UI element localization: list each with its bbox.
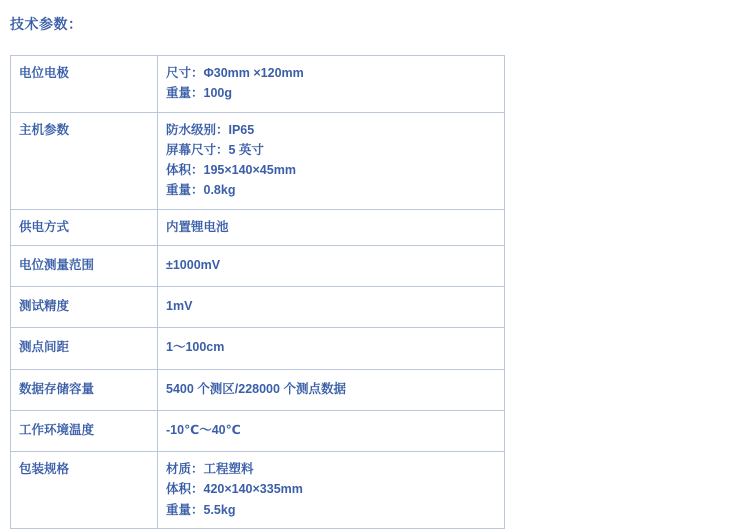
table-row bbox=[11, 209, 505, 245]
table-row bbox=[11, 452, 505, 529]
row-label: 包装规格 bbox=[11, 452, 158, 529]
row-value bbox=[158, 452, 505, 529]
value-line: 重量：100g bbox=[166, 86, 232, 101]
table-row bbox=[11, 328, 505, 369]
row-value bbox=[158, 112, 505, 209]
value-line: 5400 个测区/228000 个测点数据 bbox=[166, 381, 346, 396]
value-line: 防水级别：IP65 bbox=[166, 122, 255, 137]
row-value bbox=[158, 328, 505, 369]
table-row bbox=[11, 369, 505, 410]
row-label: 主机参数 bbox=[11, 112, 158, 209]
value-line: 1mV bbox=[166, 299, 193, 313]
row-label: 工作环境温度 bbox=[11, 410, 158, 451]
value-line: ±1000mV bbox=[166, 257, 221, 272]
row-label: 数据存储容量 bbox=[11, 369, 158, 410]
value-line: 重量：5.5kg bbox=[166, 502, 236, 517]
row-label: 测试精度 bbox=[11, 287, 158, 328]
row-value bbox=[158, 410, 505, 451]
value-line: 体积：195×140×45mm bbox=[166, 163, 296, 177]
value-line: 材质：工程塑料 bbox=[166, 462, 254, 476]
row-label: 电位测量范围 bbox=[11, 245, 158, 286]
row-value bbox=[158, 369, 505, 410]
table-row bbox=[11, 245, 505, 286]
page-title: 技术参数： bbox=[10, 16, 83, 32]
row-label: 测点间距 bbox=[11, 328, 158, 369]
row-value bbox=[158, 287, 505, 328]
specifications-table bbox=[10, 55, 505, 529]
row-value bbox=[158, 56, 505, 113]
value-line: -10℃～40℃ bbox=[166, 422, 241, 437]
value-line: 重量：0.8kg bbox=[166, 183, 236, 198]
row-label: 电位电极 bbox=[11, 56, 158, 113]
row-label: 供电方式 bbox=[11, 209, 158, 245]
value-line: 1～100cm bbox=[166, 340, 225, 355]
row-value bbox=[158, 209, 505, 245]
table-row bbox=[11, 287, 505, 328]
table-body bbox=[11, 56, 505, 529]
table-row bbox=[11, 112, 505, 209]
value-line: 尺寸：Φ30mm ×120mm bbox=[166, 66, 304, 80]
value-line: 屏幕尺寸：5 英寸 bbox=[166, 142, 264, 157]
table-row bbox=[11, 410, 505, 451]
row-value bbox=[158, 245, 505, 286]
table-row bbox=[11, 56, 505, 113]
value-line: 体积：420×140×335mm bbox=[166, 482, 303, 497]
value-line: 内置锂电池 bbox=[166, 219, 229, 234]
